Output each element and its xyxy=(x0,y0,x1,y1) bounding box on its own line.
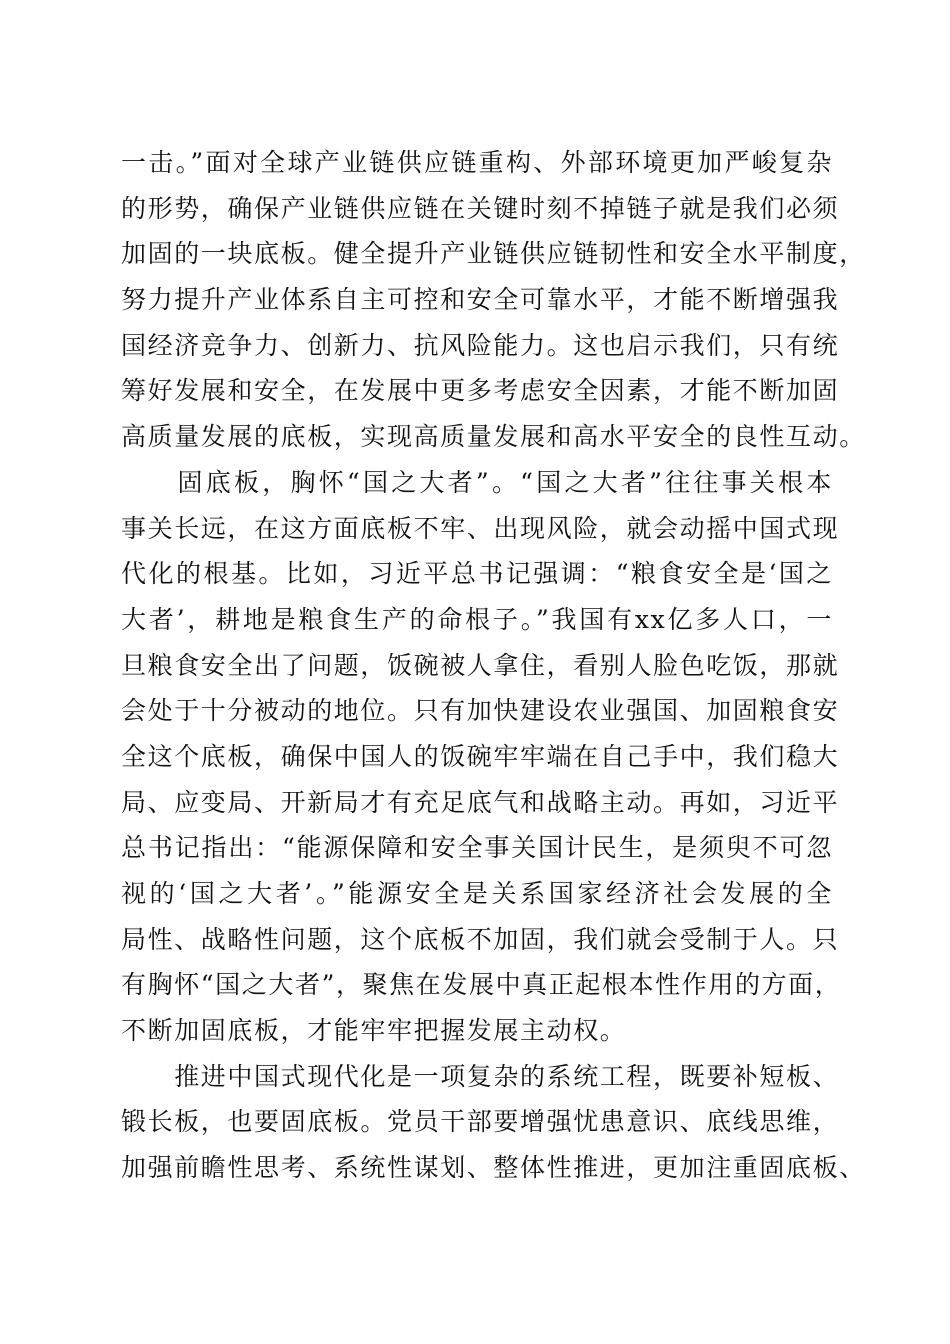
text-line: 事关长远，在这方面底板不牢、出现风险，就会动摇中国式现 xyxy=(121,513,840,543)
text-line: 的形势，确保产业链供应链在关键时刻不掉链子就是我们必须 xyxy=(121,193,840,223)
text-line: 视的‘国之大者’。”能源安全是关系国家经济社会发展的全 xyxy=(121,879,833,908)
text-line: 锻长板，也要固底板。党员干部要增强忧患意识、底线思维， xyxy=(121,1107,840,1137)
text-line: 有胸怀“国之大者”，聚焦在发展中真正起根本性作用的方面， xyxy=(121,970,842,1000)
text-line: 局、应变局、开新局才有充足底气和战略主动。再如，习近平 xyxy=(121,787,840,817)
paragraph-start-line: 推进中国式现代化是一项复杂的系统工程，既要补短板、 xyxy=(121,1061,840,1091)
paragraph-end-line: 不断加固底板，才能牢牢把握发展主动权。 xyxy=(121,1016,627,1046)
text-line: 局性、战略性问题，这个底板不加固，我们就会受制于人。只 xyxy=(121,924,840,954)
text-line: 总书记指出：“能源保障和安全事关国计民生，是须臾不可忽 xyxy=(121,833,833,863)
text-line: 筹好发展和安全，在发展中更多考虑安全因素，才能不断加固 xyxy=(121,376,840,406)
text-line: 代化的根基。比如，习近平总书记强调：“粮食安全是‘国之 xyxy=(121,559,833,589)
text-line: 国经济竞争力、创新力、抗风险能力。这也启示我们，只有统 xyxy=(121,330,840,360)
text-line: 加固的一块底板。健全提升产业链供应链韧性和安全水平制度， xyxy=(121,239,866,269)
text-line: 努力提升产业体系自主可控和安全可靠水平，才能不断增强我 xyxy=(121,285,840,315)
text-line: 旦粮食安全出了问题，饭碗被人拿住，看别人脸色吃饭，那就 xyxy=(121,650,840,680)
article-body xyxy=(121,140,866,1191)
text-line: 加强前瞻性思考、系统性谋划、整体性推进，更加注重固底板、 xyxy=(121,1153,866,1183)
text-line: 高质量发展的底板，实现高质量发展和高水平安全的良性互动。 xyxy=(121,422,866,452)
text-line: 一击。”面对全球产业链供应链重构、外部环境更加严峻复杂 xyxy=(121,148,833,177)
text-line: 会处于十分被动的地位。只有加快建设农业强国、加固粮食安 xyxy=(121,696,840,726)
paragraph-start-line: 固底板，胸怀“国之大者”。“国之大者”往往事关根本 xyxy=(121,467,833,497)
text-line: 全这个底板，确保中国人的饭碗牢牢端在自己手中，我们稳大 xyxy=(121,741,840,771)
text-line: 大者’，耕地是粮食生产的命根子。”我国有xx亿多人口，一 xyxy=(121,604,833,634)
